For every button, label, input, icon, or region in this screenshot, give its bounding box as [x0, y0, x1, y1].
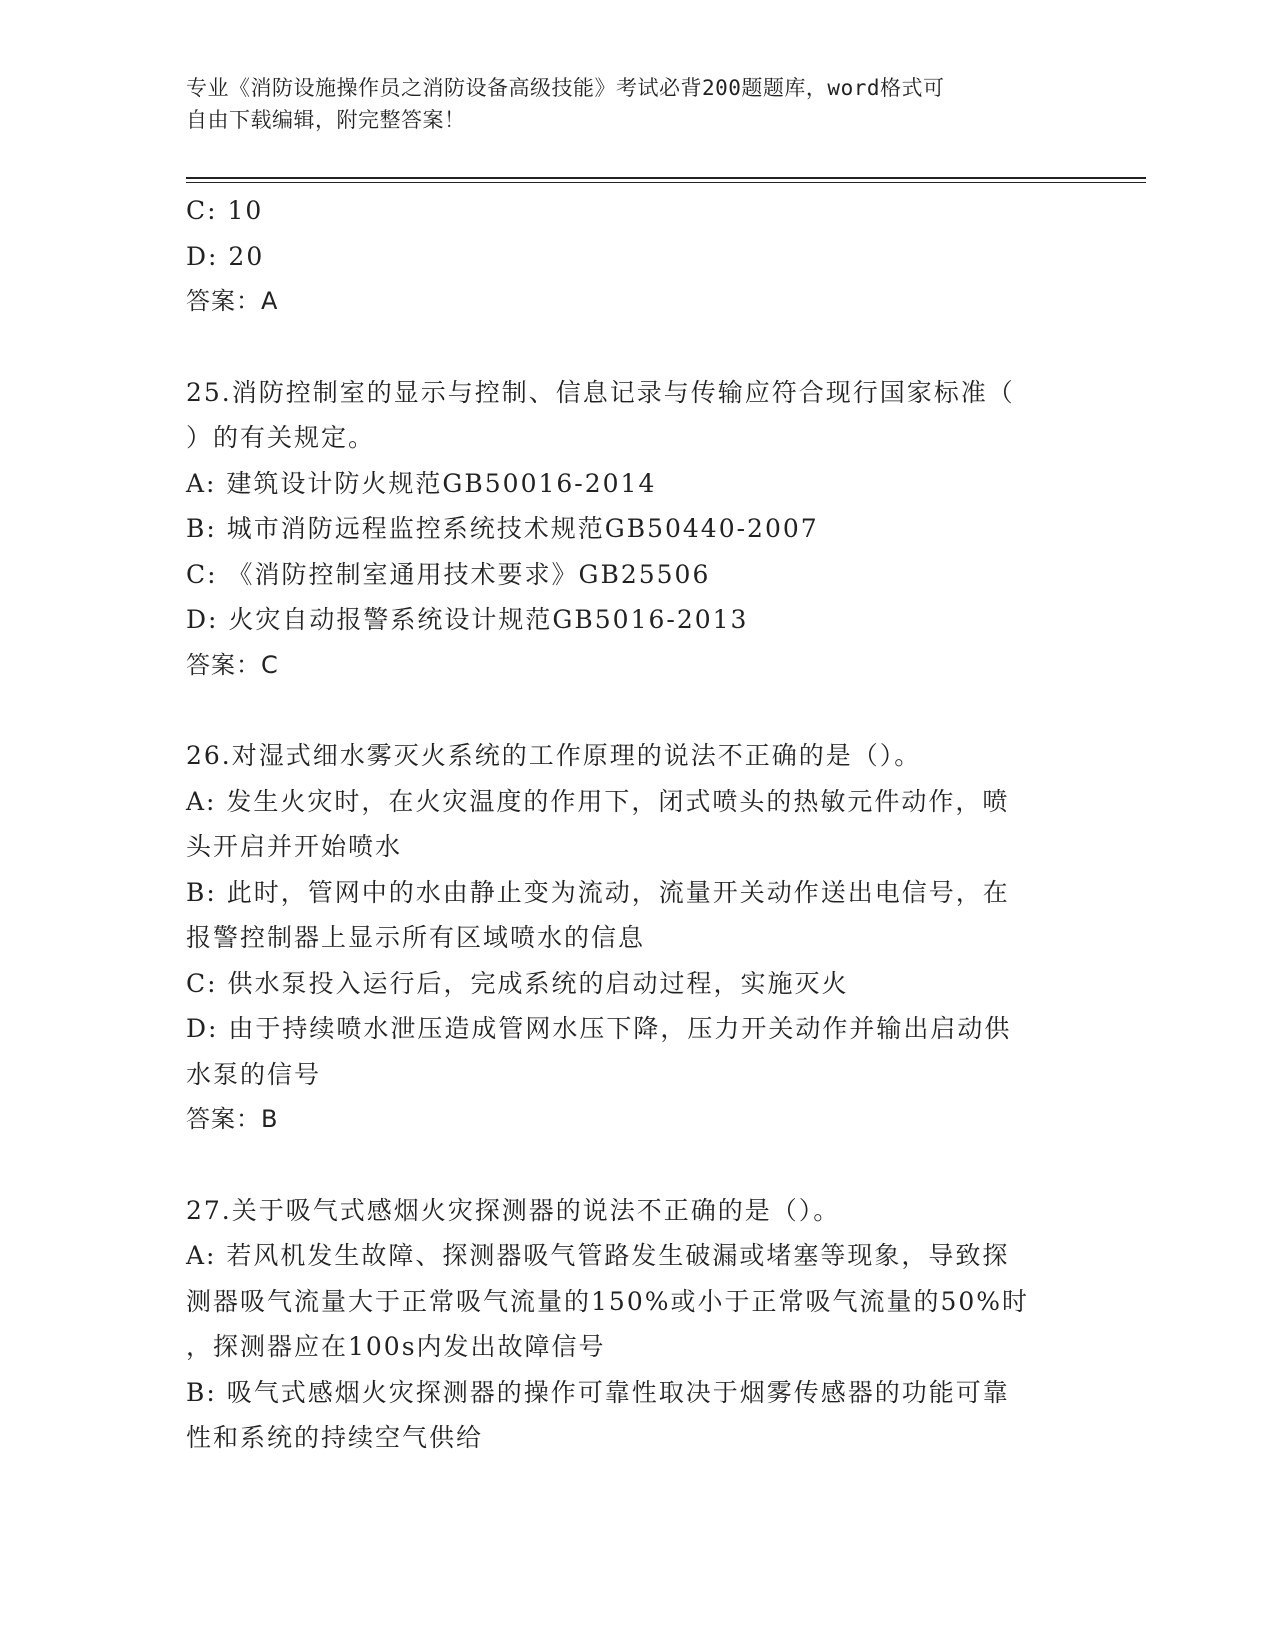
header-rule-thin	[186, 182, 1146, 183]
page-header	[186, 72, 1066, 136]
spacer	[186, 325, 1066, 370]
option-b-continued: 性和系统的持续空气供给	[186, 1423, 484, 1452]
option-a-continued: 头开启并开始喷水	[186, 832, 403, 861]
option-b: B: 城市消防远程监控系统技术规范GB50440-2007	[186, 514, 819, 543]
option-c: C: 《消防控制室通用技术要求》GB25506	[186, 559, 711, 589]
question-27	[186, 1188, 1066, 1461]
option-a: A: 若风机发生故障、探测器吸气管路发生破漏或堵塞等现象，导致探	[186, 1241, 1010, 1270]
option-a-continued: 测器吸气流量大于正常吸气流量的150%或小于正常吸气流量的50%时	[186, 1286, 1030, 1316]
question-stem: ）的有关规定。	[186, 423, 376, 452]
option-a: A: 发生火灾时，在火灾温度的作用下，闭式喷头的热敏元件动作，喷	[186, 786, 1010, 816]
header-line-1: 专业《消防设施操作员之消防设备高级技能》考试必背200题题库，word格式可	[186, 76, 945, 100]
spacer	[186, 688, 1066, 733]
option-a: A: 建筑设计防火规范GB50016-2014	[186, 468, 657, 498]
question-25	[186, 370, 1066, 689]
option-c: C: 10	[186, 196, 264, 225]
answer-line: 答案：C	[186, 650, 279, 679]
option-c: C: 供水泵投入运行后，完成系统的启动过程，实施灭火	[186, 968, 849, 998]
header-line-2: 自由下载编辑，附完整答案！	[186, 108, 466, 132]
option-b-continued: 报警控制器上显示所有区域喷水的信息	[186, 923, 646, 952]
option-d: D: 20	[186, 241, 265, 271]
question-stem: 25.消防控制室的显示与控制、信息记录与传输应符合现行国家标准（	[186, 377, 1015, 407]
question-24-tail	[186, 188, 1066, 325]
document-body	[186, 188, 1066, 1461]
option-d-continued: 水泵的信号	[186, 1059, 322, 1089]
option-b: B: 此时，管网中的水由静止变为流动，流量开关动作送出电信号，在	[186, 877, 1010, 907]
answer-line: 答案：A	[186, 287, 279, 315]
header-rule-thick	[186, 177, 1146, 179]
spacer	[186, 1143, 1066, 1188]
option-b: B: 吸气式感烟火灾探测器的操作可靠性取决于烟雾传感器的功能可靠	[186, 1377, 1010, 1407]
question-stem: 26.对湿式细水雾灭火系统的工作原理的说法不正确的是（）。	[186, 741, 922, 770]
question-stem: 27.关于吸气式感烟火灾探测器的说法不正确的是（）。	[186, 1195, 841, 1225]
option-a-continued: ，探测器应在100s内发出故障信号	[186, 1332, 606, 1361]
option-d: D: 火灾自动报警系统设计规范GB5016-2013	[186, 605, 749, 634]
option-d: D: 由于持续喷水泄压造成管网水压下降，压力开关动作并输出启动供	[186, 1014, 1012, 1043]
answer-line: 答案：B	[186, 1105, 279, 1133]
question-26	[186, 733, 1066, 1143]
